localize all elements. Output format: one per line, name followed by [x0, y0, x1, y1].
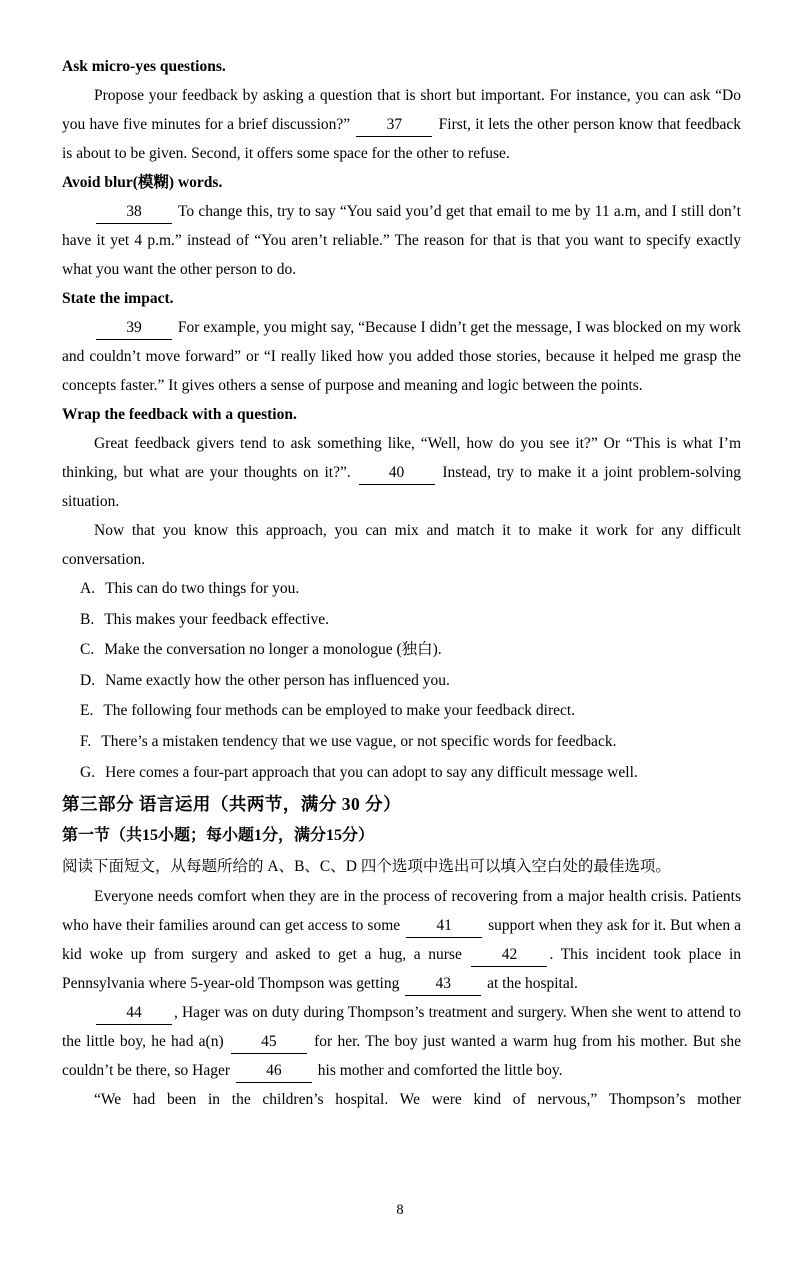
text-run: First, it lets the other person know that feedback is about to be given. Second, it offers some space for the other to refuse. — [62, 116, 741, 162]
section-heading-cn: 第三部分 语言运用（共两节，满分 30 分） — [62, 794, 402, 815]
option-label: G. — [80, 763, 96, 781]
page-number: 8 — [396, 1202, 404, 1218]
passage-heading: State the impact. — [62, 290, 174, 307]
option-label: E. — [80, 702, 94, 720]
option-text: Make the conversation no longer a monologue (独白). — [104, 641, 442, 659]
option-row — [62, 635, 741, 666]
option-text: This can do two things for you. — [105, 580, 300, 597]
option-text: There’s a mistaken tendency that we use vague, or not specific words for feedback. — [101, 732, 617, 750]
blank-42: 42 — [471, 945, 547, 967]
option-row — [62, 696, 741, 727]
blank-37: 37 — [356, 115, 432, 137]
instruction-cn: 阅读下面短文，从每题所给的 A、B、C、D 四个选项中选出可以填入空白处的最佳选项。 — [62, 858, 671, 876]
text-run: Instead, try to make it a joint problem-solving situation. — [62, 464, 741, 510]
paragraph — [62, 429, 741, 516]
text-run: his mother and comforted the little boy. — [313, 1062, 563, 1080]
text-run: For example, you might say, “Because I didn’t get the message, I was blocked on my work and couldn’t move forward” or “I really liked how you added those stories, because it helped me grasp the concepts faster.” It gives others a sense of purpose and meaning and logic between the points. — [62, 319, 741, 394]
passage-heading: Avoid blur(模糊) words. — [62, 174, 223, 191]
text-run: Great feedback givers tend to ask something like, “Well, how do you see it?” Or “This is what I’m thinking, but what are your thoughts on it?”. — [62, 435, 741, 481]
option-row — [62, 605, 741, 636]
blank-41: 41 — [406, 916, 482, 938]
text-run: support when they ask for it. But when a kid woke up from surgery and asked to get a hug, a nurse — [62, 917, 741, 964]
blank-46: 46 — [236, 1061, 312, 1083]
paragraph — [62, 1085, 741, 1114]
option-label: B. — [80, 610, 95, 628]
passage-heading: Wrap the feedback with a question. — [62, 406, 297, 423]
text-run: To change this, try to say “You said you’d get that email to me by 11 a.m, and I still don’t have it yet 4 p.m.” instead of “You aren’t reliable.” The reason for that is that you want to specify exactly what you want the other person to do. — [62, 203, 741, 278]
option-text: This makes your feedback effective. — [104, 610, 330, 628]
option-label: D. — [80, 671, 96, 689]
paragraph — [62, 313, 741, 400]
blank-40: 40 — [359, 463, 435, 485]
passage-heading: Ask micro-yes questions. — [62, 58, 226, 75]
paragraph — [62, 882, 741, 998]
option-row — [62, 727, 741, 758]
text-run: , Hager was on duty during Thompson’s treatment and surgery. When she went to attend to the little boy, he had a(n) — [62, 1004, 741, 1051]
document-body — [62, 52, 741, 1114]
option-row — [62, 758, 741, 789]
text-run: “We had been in the children’s hospital. We were kind of nervous,” Thompson’s mother — [94, 1091, 741, 1109]
blank-43: 43 — [405, 974, 481, 996]
text-run: for her. The boy just wanted a warm hug from his mother. But she couldn’t be there, so Hager — [62, 1033, 741, 1080]
text-run: Propose your feedback by asking a question that is short but important. For instance, you can ask “Do you have five minutes for a brief discussion?” — [62, 87, 741, 133]
option-text: Name exactly how the other person has influenced you. — [105, 671, 450, 689]
option-row — [62, 574, 741, 605]
text-run: at the hospital. — [483, 975, 578, 993]
option-row — [62, 666, 741, 697]
option-label: A. — [80, 580, 96, 597]
blank-44: 44 — [96, 1003, 172, 1025]
blank-39: 39 — [96, 318, 172, 340]
option-text: Here comes a four-part approach that you can adopt to say any difficult message well. — [105, 763, 638, 781]
paragraph — [62, 81, 741, 168]
option-text: The following four methods can be employed to make your feedback direct. — [103, 702, 576, 720]
subsection-heading-cn: 第一节（共15小题；每小题1分，满分15分） — [62, 827, 375, 845]
text-run: Everyone needs comfort when they are in the process of recovering from a major health crisis. Patients who have their families around can get access to some — [62, 888, 741, 935]
paragraph — [62, 998, 741, 1085]
paragraph — [62, 516, 741, 574]
text-run: Now that you know this approach, you can mix and match it to make it work for any difficult conversation. — [62, 522, 741, 568]
blank-45: 45 — [231, 1032, 307, 1054]
paragraph — [62, 197, 741, 284]
blank-38: 38 — [96, 202, 172, 224]
text-run: . This incident took place in Pennsylvania where 5-year-old Thompson was getting — [62, 946, 742, 993]
option-label: F. — [80, 732, 92, 750]
option-label: C. — [80, 641, 95, 659]
